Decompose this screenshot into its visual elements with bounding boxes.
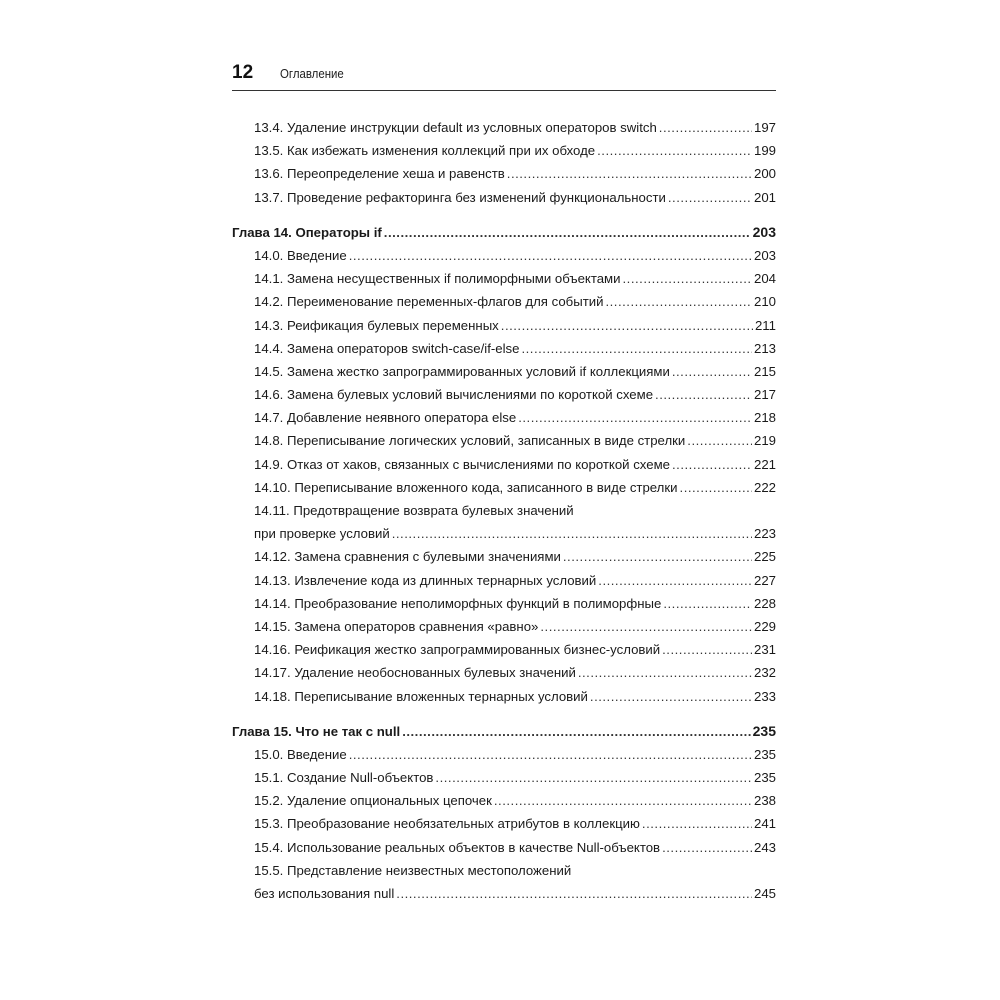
dot-leader <box>662 638 752 661</box>
toc-entry-title: 14.4. Замена операторов switch-case/if-else <box>254 340 520 356</box>
toc-entry <box>232 337 776 360</box>
dot-leader <box>540 615 752 638</box>
toc-entry-line <box>254 476 776 499</box>
toc-entry-title: 14.7. Добавление неявного оператора else <box>254 410 517 426</box>
toc-entry-line <box>254 766 776 789</box>
toc-entry <box>232 545 776 568</box>
toc-page-number: 200 <box>753 166 776 182</box>
dot-leader <box>672 360 752 383</box>
toc-entry-line <box>254 661 776 684</box>
toc-entry-line <box>254 314 776 337</box>
section-gap <box>232 209 776 221</box>
dot-leader <box>642 812 752 835</box>
dot-leader <box>507 162 752 185</box>
toc-entry-title: 14.16. Реификация жестко запрограммированных бизнес-условий <box>254 642 661 658</box>
toc-page-number: 225 <box>753 549 776 565</box>
dot-leader <box>521 337 752 360</box>
toc-entry-line <box>254 545 776 568</box>
toc-entry <box>232 789 776 812</box>
toc-entry-line <box>254 139 776 162</box>
toc-entry <box>232 638 776 661</box>
toc-entry-title: 15.3. Преобразование необязательных атрибутов в коллекцию <box>254 816 640 832</box>
dot-leader <box>518 406 752 429</box>
toc-entry-line <box>254 337 776 360</box>
toc-entry-line <box>254 267 776 290</box>
toc-entry-line <box>254 592 776 615</box>
running-title: Оглавление <box>280 66 344 81</box>
toc-page-number: 201 <box>753 189 776 205</box>
toc-entry <box>232 290 776 313</box>
page-number: 12 <box>232 62 254 83</box>
dot-leader <box>687 429 752 452</box>
toc-entry-title: 13.5. Как избежать изменения коллекций при их обходе <box>254 143 596 159</box>
toc-entry-title: 14.10. Переписывание вложенного кода, записанного в виде стрелки <box>254 479 678 495</box>
toc-section <box>232 720 776 906</box>
dot-leader <box>623 267 752 290</box>
toc-entry-line <box>254 812 776 835</box>
toc-entry-title: 14.17. Удаление необоснованных булевых значений <box>254 665 576 681</box>
toc-page-number: 197 <box>753 120 776 135</box>
dot-leader <box>672 453 752 476</box>
toc-entry-line <box>254 360 776 383</box>
toc-entry-title: Глава 14. Операторы if <box>232 224 382 240</box>
toc-page-number: 232 <box>753 665 776 681</box>
toc-page-number: 218 <box>753 410 776 426</box>
dot-leader <box>680 476 752 499</box>
toc-page-number: 199 <box>753 143 776 159</box>
toc-entry-title: 14.18. Переписывание вложенных тернарных условий <box>254 688 588 704</box>
toc-entry-line <box>254 244 776 267</box>
toc-entry <box>232 812 776 835</box>
toc-entry-title: 14.1. Замена несущественных if полиморфными объектами <box>254 271 621 287</box>
toc-entry <box>232 383 776 406</box>
dot-leader <box>435 766 752 789</box>
toc-entry <box>232 859 776 905</box>
toc-entry-title: 15.5. Представление неизвестных местоположений <box>254 862 572 878</box>
dot-leader <box>590 685 752 708</box>
page-header <box>232 60 776 91</box>
toc-page-number: 210 <box>753 294 776 310</box>
toc-page-number: 203 <box>752 223 776 240</box>
toc-page-number: 227 <box>753 572 776 588</box>
toc-page-number: 204 <box>753 271 776 287</box>
toc-page-number: 219 <box>753 433 776 449</box>
toc-page-number: 243 <box>753 839 776 855</box>
toc-entry-title: 14.2. Переименование переменных-флагов для событий <box>254 294 604 310</box>
toc-entry-line <box>254 638 776 661</box>
toc-entry <box>232 569 776 592</box>
dot-leader <box>597 139 752 162</box>
toc-entry-line <box>254 453 776 476</box>
toc-entry-line <box>254 615 776 638</box>
toc-entry <box>232 139 776 162</box>
toc-page-number: 203 <box>753 247 776 263</box>
toc-entry-title: 15.0. Введение <box>254 746 347 762</box>
dot-leader <box>563 545 752 568</box>
toc-page-number: 221 <box>753 456 776 472</box>
dot-leader <box>349 743 752 766</box>
toc-entry-title: 14.12. Замена сравнения с булевыми значениями <box>254 549 561 565</box>
toc-entry-title: 14.8. Переписывание логических условий, записанных в виде стрелки <box>254 433 686 449</box>
toc-entry <box>232 429 776 452</box>
toc-page-number: 229 <box>753 618 776 634</box>
toc-entry <box>232 360 776 383</box>
toc-entry-line <box>254 743 776 766</box>
toc-entry <box>232 116 776 139</box>
toc-entry-title: 13.4. Удаление инструкции default из условных операторов switch <box>254 120 657 135</box>
toc-entry-title-continued: при проверке условий <box>254 526 390 542</box>
toc-entry-title: 15.2. Удаление опциональных цепочек <box>254 793 492 809</box>
dot-leader <box>384 221 751 244</box>
toc-entry-line <box>232 720 776 743</box>
toc-entry-title: 13.7. Проведение рефакторинга без изменений функциональности <box>254 189 666 205</box>
toc-entry-title: 14.11. Предотвращение возврата булевых значений <box>254 503 574 518</box>
toc-entry <box>232 476 776 499</box>
toc-page-number: 245 <box>753 886 776 902</box>
toc-entry-line <box>254 383 776 406</box>
toc-entry <box>232 162 776 185</box>
toc-entry <box>232 836 776 859</box>
toc-page-number: 235 <box>753 770 776 786</box>
dot-leader <box>598 569 752 592</box>
toc-entry-line <box>254 569 776 592</box>
toc-entry <box>232 592 776 615</box>
toc-entry-title: Глава 15. Что не так с null <box>232 723 401 739</box>
toc-page-number: 215 <box>753 363 776 379</box>
toc-entry <box>232 406 776 429</box>
toc-entry-title: 14.9. Отказ от хаков, связанных с вычислениями по короткой схеме <box>254 456 670 472</box>
toc-page-number: 241 <box>753 816 776 832</box>
toc-entry-title: 14.3. Реификация булевых переменных <box>254 317 499 333</box>
toc-entry-line <box>254 186 776 209</box>
toc-entry-title: 14.5. Замена жестко запрограммированных условий if коллекциями <box>254 363 670 379</box>
dot-leader <box>396 882 752 905</box>
dot-leader <box>659 116 752 139</box>
dot-leader <box>668 186 752 209</box>
toc-entry <box>232 766 776 789</box>
toc-entry <box>232 186 776 209</box>
toc-entry <box>232 661 776 684</box>
toc-entry-line <box>254 162 776 185</box>
toc-chapter-entry <box>232 720 776 743</box>
toc-page-number: 235 <box>752 722 776 739</box>
dot-leader <box>578 661 752 684</box>
dot-leader <box>663 592 752 615</box>
toc-entry-line <box>254 685 776 708</box>
dot-leader <box>392 522 752 545</box>
dot-leader <box>494 789 752 812</box>
toc-page-number: 228 <box>753 595 776 611</box>
toc-entry-title: 15.4. Использование реальных объектов в качестве Null-объектов <box>254 839 661 855</box>
dot-leader <box>605 290 752 313</box>
toc-entry <box>232 314 776 337</box>
dot-leader <box>501 314 753 337</box>
toc-entry-line <box>254 882 776 905</box>
table-of-contents <box>232 116 776 905</box>
dot-leader <box>349 244 752 267</box>
toc-page-number: 222 <box>753 479 776 495</box>
toc-page-number: 235 <box>753 746 776 762</box>
toc-page-number: 231 <box>753 642 776 658</box>
toc-entry-title: 15.1. Создание Null-объектов <box>254 770 434 786</box>
toc-page-number: 223 <box>753 526 776 542</box>
toc-entry <box>232 267 776 290</box>
toc-page-number: 211 <box>754 317 776 333</box>
toc-entry-line <box>254 522 776 545</box>
toc-entry-title: 14.14. Преобразование неполиморфных функций в полиморфные <box>254 595 662 611</box>
toc-page-number: 217 <box>753 387 776 403</box>
toc-entry <box>232 615 776 638</box>
dot-leader <box>655 383 752 406</box>
dot-leader <box>662 836 752 859</box>
toc-chapter-entry <box>232 221 776 244</box>
toc-entry-title: 14.13. Извлечение кода из длинных тернарных условий <box>254 572 597 588</box>
toc-entry <box>232 743 776 766</box>
section-gap <box>232 708 776 720</box>
toc-entry-line <box>254 290 776 313</box>
toc-page-number: 238 <box>753 793 776 809</box>
toc-entry-line <box>254 789 776 812</box>
toc-entry <box>232 453 776 476</box>
toc-entry-line <box>254 116 776 139</box>
toc-entry-line <box>254 836 776 859</box>
toc-entry-title: 13.6. Переопределение хеша и равенств <box>254 166 505 182</box>
toc-entry-title-continued: без использования null <box>254 886 395 902</box>
toc-entry-title: 14.0. Введение <box>254 247 347 263</box>
toc-section <box>232 116 776 209</box>
toc-entry-line <box>254 406 776 429</box>
dot-leader <box>402 720 750 743</box>
toc-entry <box>232 499 776 545</box>
toc-section <box>232 221 776 708</box>
toc-page-number: 233 <box>753 688 776 704</box>
toc-entry-line <box>254 429 776 452</box>
toc-entry-line <box>232 221 776 244</box>
toc-page-number: 213 <box>753 340 776 356</box>
toc-entry-title: 14.6. Замена булевых условий вычислениями по короткой схеме <box>254 387 654 403</box>
toc-entry <box>232 244 776 267</box>
toc-entry-title: 14.15. Замена операторов сравнения «равно» <box>254 618 539 634</box>
toc-entry <box>232 685 776 708</box>
